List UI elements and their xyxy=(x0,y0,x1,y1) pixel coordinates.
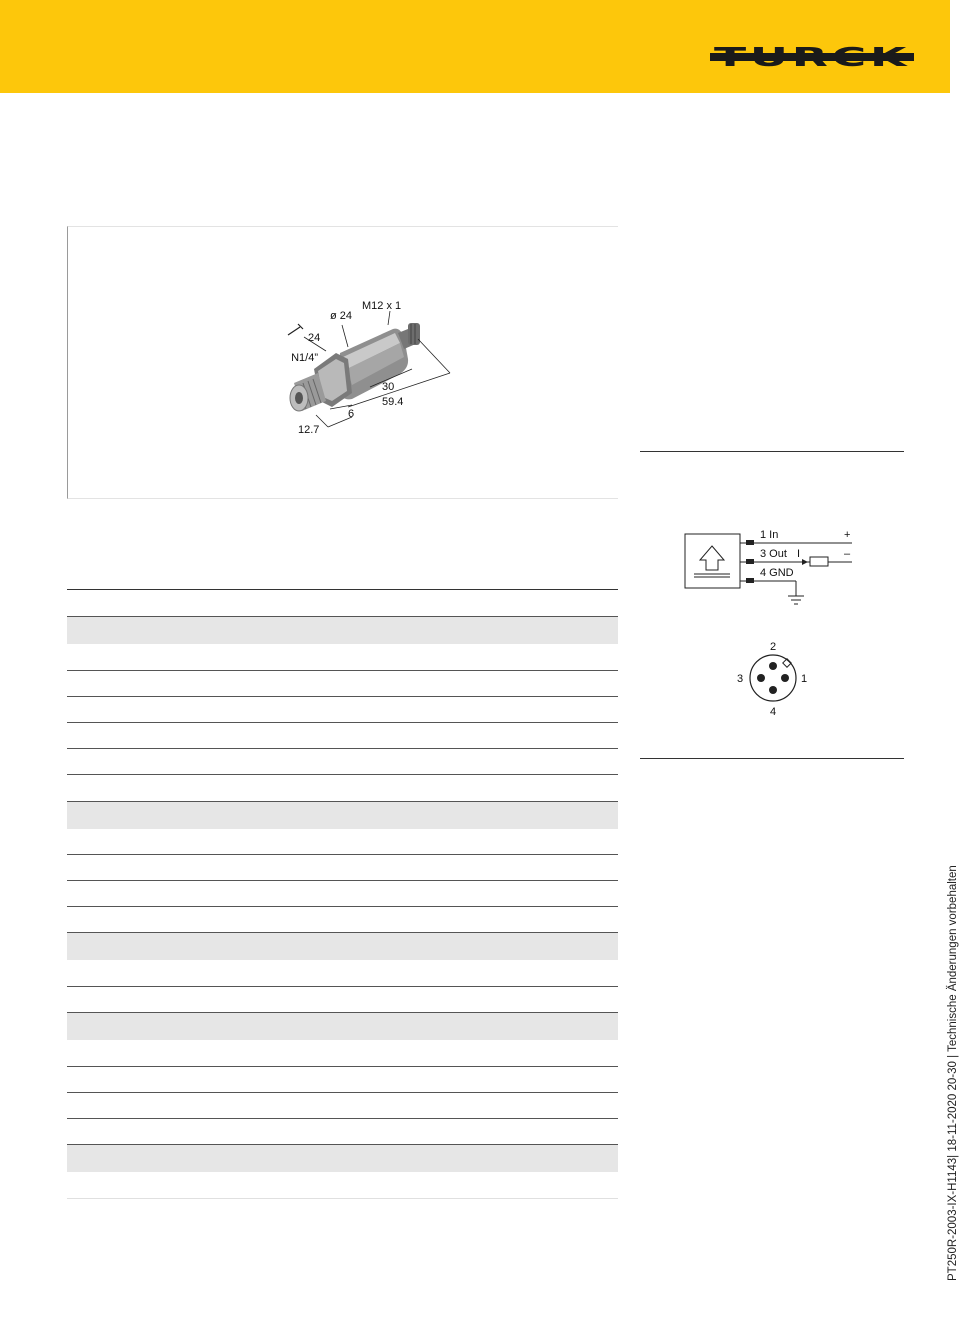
table-row xyxy=(67,749,618,775)
pin-number-1: 1 xyxy=(800,673,808,685)
pin-number-2: 2 xyxy=(769,641,777,653)
label-length-30: 30 xyxy=(382,381,395,393)
table-row xyxy=(67,829,618,855)
current-symbol: I xyxy=(797,548,801,560)
table-row xyxy=(67,987,618,1013)
product-image-panel xyxy=(67,226,618,499)
label-length-59: 59.4 xyxy=(382,396,404,408)
pin-label-in: 1 In xyxy=(760,529,779,541)
table-row xyxy=(67,1145,618,1172)
m12-pinout-diagram xyxy=(728,636,818,720)
document-footer-code: PT250R-2003-IX-H1143| 18-11-2020 20-30 | Technische Änderungen vorbehalten xyxy=(947,865,959,1281)
table-row xyxy=(67,1093,618,1119)
wrench-icon xyxy=(288,324,303,335)
table-row xyxy=(67,644,618,671)
pin-number-4: 4 xyxy=(769,706,777,718)
table-row xyxy=(67,960,618,987)
pressure-sensor-symbol xyxy=(694,546,730,577)
table-row xyxy=(67,1067,618,1093)
table-row xyxy=(67,590,618,617)
polarity-minus: – xyxy=(844,548,851,560)
table-row xyxy=(67,775,618,802)
technical-data-table xyxy=(67,589,618,1199)
section-rule-wiring xyxy=(640,451,904,452)
label-diameter: ø 24 xyxy=(330,310,353,322)
table-row xyxy=(67,697,618,723)
label-length-6: 6 xyxy=(348,408,355,420)
table-row xyxy=(67,907,618,933)
table-row xyxy=(67,881,618,907)
table-row xyxy=(67,617,618,644)
wiring-diagram xyxy=(684,522,856,614)
label-wrench-size: 24 xyxy=(308,332,321,344)
table-row xyxy=(67,1172,618,1199)
table-row xyxy=(67,933,618,960)
turck-logo xyxy=(710,43,914,73)
table-row xyxy=(67,802,618,829)
label-thread-port: N1/4” xyxy=(291,352,318,364)
dimension-drawing xyxy=(248,297,468,447)
page-header-band xyxy=(0,0,950,93)
table-row xyxy=(67,723,618,749)
label-length-12: 12.7 xyxy=(298,424,320,436)
table-row xyxy=(67,671,618,697)
pin-number-3: 3 xyxy=(736,673,744,685)
pin-label-gnd: 4 GND xyxy=(760,567,794,579)
label-connector-thread: M12 x 1 xyxy=(362,300,402,312)
polarity-plus: + xyxy=(844,529,851,541)
logo-wordmark: TURCK xyxy=(714,43,910,73)
table-row xyxy=(67,1040,618,1067)
pin-label-out: 3 Out xyxy=(760,548,787,560)
table-rows xyxy=(67,590,618,1199)
table-row xyxy=(67,1013,618,1040)
section-rule-lower xyxy=(640,758,904,759)
table-row xyxy=(67,1119,618,1145)
table-row xyxy=(67,855,618,881)
